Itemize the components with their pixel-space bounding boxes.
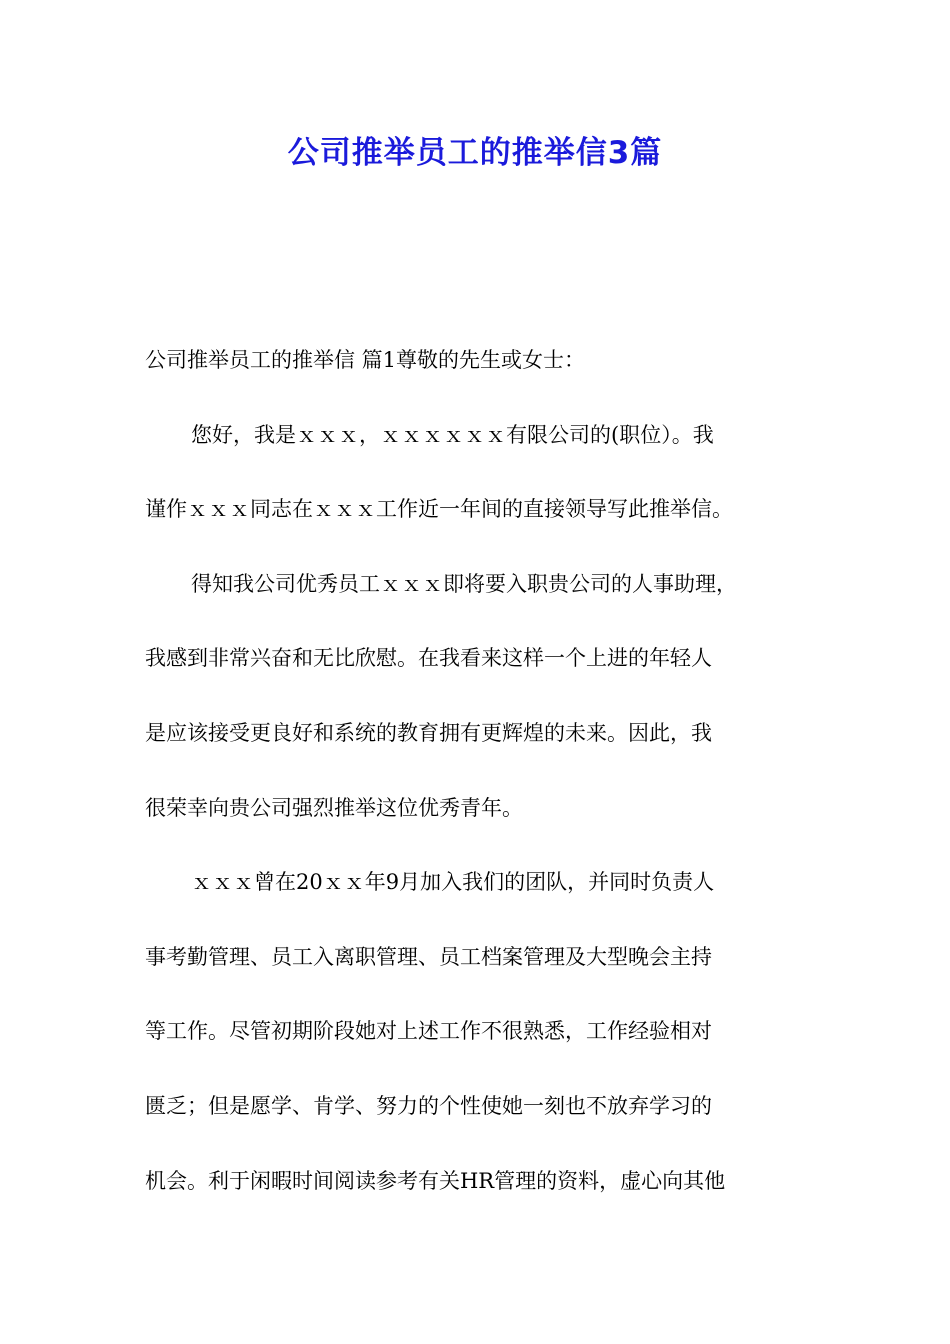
body-line: 事考勤管理、员工入离职管理、员工档案管理及大型晚会主持 [145,944,712,969]
body-line: 等工作。尽管初期阶段她对上述工作不很熟悉，工作经验相对 [145,1019,712,1044]
document-title: 公司推举员工的推举信3篇 [287,135,663,171]
document-body [145,340,815,1235]
body-line: 公司推举员工的推举信 篇1尊敬的先生或女士： [145,348,586,372]
body-line: 您好，我是ｘｘｘ，ｘｘｘｘｘｘ有限公司的(职位）。我 [191,422,714,447]
body-line: 得知我公司优秀员工ｘｘｘ即将要入职贵公司的人事助理， [191,571,737,596]
body-line: 谨作ｘｘｘ同志在ｘｘｘ工作近一年间的直接领导写此推举信。 [145,497,733,522]
body-line: 很荣幸向贵公司强烈推举这位优秀青年。 [145,795,523,820]
body-line: 是应该接受更良好和系统的教育拥有更辉煌的未来。因此，我 [145,720,712,745]
body-line: 机会。利于闲暇时间阅读参考有关HR管理的资料，虚心向其他 [145,1168,726,1193]
body-line: ｘｘｘ曾在20ｘｘ年9月加入我们的团队，并同时负责人 [191,870,715,895]
body-line: 我感到非常兴奋和无比欣慰。在我看来这样一个上进的年轻人 [145,646,712,671]
body-line: 匮乏；但是愿学、肯学、努力的个性使她一刻也不放弃学习的 [145,1093,712,1118]
